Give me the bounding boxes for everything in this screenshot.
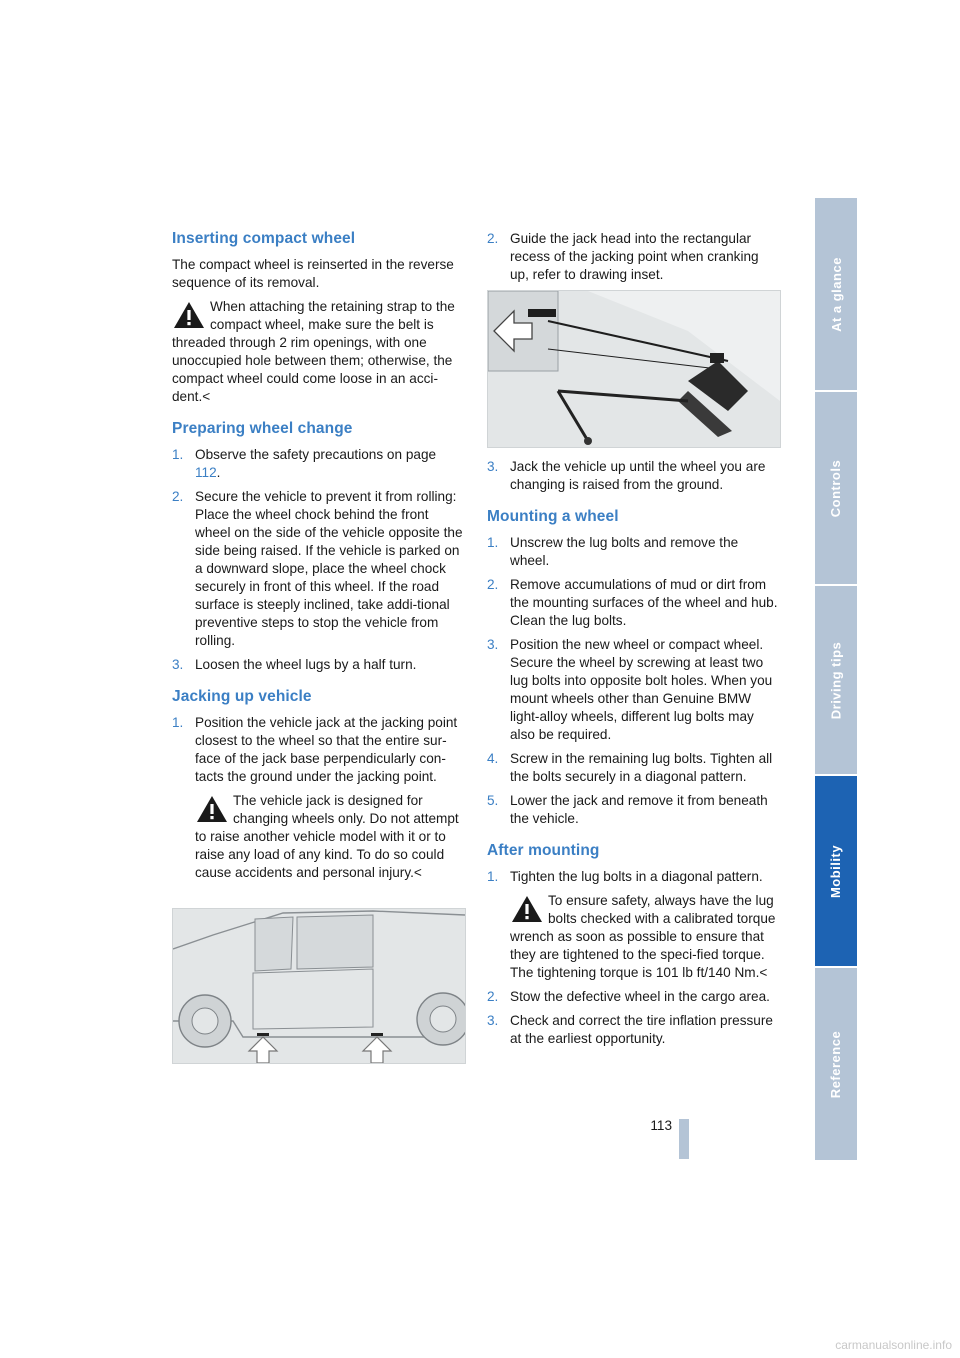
step-number: 1. bbox=[172, 715, 184, 730]
list-item bbox=[487, 792, 781, 828]
step-number: 3. bbox=[487, 459, 499, 474]
step-text: Position the new wheel or compact wheel. Secure the wheel by screwing at least two lug bolts into opposite bolt holes. When you mount wheels other than Genuine BMW light-alloy wheels, different lug bolts may also be required. bbox=[510, 637, 773, 742]
right-column bbox=[487, 230, 781, 1054]
footer-watermark: carmanualsonline.info bbox=[835, 1338, 952, 1352]
list-item bbox=[487, 750, 781, 786]
step-text: Secure the vehicle to prevent it from rolling: Place the wheel chock behind the front wheel on the side of the vehicle opposite the side being raised. If the vehicle is parked on a downward slope, place the wheel chock securely in front of this wheel. If the road surface is steeply inclined, take addi-tional preventive steps to stop the vehicle from rolling. bbox=[195, 489, 463, 648]
tab-at-a-glance[interactable] bbox=[815, 198, 857, 390]
page-link[interactable]: 112 bbox=[195, 465, 217, 480]
warning-icon bbox=[172, 300, 206, 330]
car-side-drawing bbox=[173, 909, 465, 1063]
steps-after-mounting bbox=[487, 868, 781, 1048]
step-number: 3. bbox=[172, 657, 184, 672]
tab-driving-tips[interactable] bbox=[815, 586, 857, 774]
step-number: 2. bbox=[172, 489, 184, 504]
steps-preparing bbox=[172, 446, 464, 674]
steps-jacking-continued bbox=[487, 230, 781, 284]
heading-jacking-up-vehicle: Jacking up vehicle bbox=[172, 688, 312, 705]
step-text: Tighten the lug bolts in a diagonal pattern. bbox=[510, 869, 763, 884]
list-item bbox=[487, 576, 781, 630]
step-number: 1. bbox=[172, 447, 184, 462]
warning-torque bbox=[510, 892, 781, 982]
step-number: 2. bbox=[487, 577, 499, 592]
step-text: Loosen the wheel lugs by a half turn. bbox=[195, 657, 417, 672]
tab-label: At a glance bbox=[828, 256, 844, 332]
step-text: Stow the defective wheel in the cargo area. bbox=[510, 989, 770, 1004]
tab-label: Reference bbox=[828, 1030, 844, 1098]
heading-inserting-compact-wheel: Inserting compact wheel bbox=[172, 230, 356, 247]
list-item bbox=[487, 636, 781, 744]
steps-jacking bbox=[172, 714, 464, 882]
warning-icon bbox=[195, 794, 229, 824]
step-number: 5. bbox=[487, 793, 499, 808]
car-jacking-points-illustration bbox=[172, 908, 466, 1064]
list-item bbox=[487, 534, 781, 570]
step-number: 3. bbox=[487, 1013, 499, 1028]
step-text: Guide the jack head into the rectangular recess of the jacking point when cranking up, refer to drawing inset. bbox=[510, 231, 759, 282]
left-column bbox=[172, 230, 464, 1064]
steps-jacking-final bbox=[487, 458, 781, 494]
tab-controls[interactable] bbox=[815, 392, 857, 584]
tab-label: Controls bbox=[828, 459, 844, 517]
jack-drawing bbox=[488, 291, 780, 447]
step-number: 2. bbox=[487, 989, 499, 1004]
footer bbox=[0, 1332, 960, 1358]
tab-label: Driving tips bbox=[828, 641, 844, 719]
step-text: Lower the jack and remove it from beneath the vehicle. bbox=[510, 793, 768, 826]
jack-illustration bbox=[487, 290, 781, 448]
list-item bbox=[172, 488, 464, 650]
step-text: Observe the safety precautions on page bbox=[195, 447, 437, 462]
steps-mounting bbox=[487, 534, 781, 828]
warning-icon bbox=[510, 894, 544, 924]
step-text-end: . bbox=[216, 465, 221, 480]
list-item bbox=[487, 230, 781, 284]
list-item bbox=[172, 446, 464, 482]
warning-text: The vehicle jack is designed for changing wheels only. Do not attempt to raise another vehicle model with it or to raise any load of any kind. To do so could cause accidents and personal injury.< bbox=[195, 793, 459, 880]
warning-text: When attaching the retaining strap to the compact wheel, make sure the belt is threaded through 2 rim openings, with one unoccupied hole between them; otherwise, the compact wheel could come loose in an acci-dent.< bbox=[172, 299, 455, 404]
paragraph-reinsert: The compact wheel is reinserted in the reverse sequence of its removal. bbox=[172, 257, 454, 290]
heading-after-mounting: After mounting bbox=[487, 842, 600, 859]
step-number: 4. bbox=[487, 751, 499, 766]
list-item bbox=[487, 458, 781, 494]
heading-preparing-wheel-change: Preparing wheel change bbox=[172, 420, 353, 437]
step-number: 1. bbox=[487, 535, 499, 550]
warning-jack-usage bbox=[195, 792, 464, 882]
step-text: Unscrew the lug bolts and remove the wheel. bbox=[510, 535, 739, 568]
step-number: 3. bbox=[487, 637, 499, 652]
tab-label: Mobility bbox=[828, 844, 844, 898]
heading-mounting-a-wheel: Mounting a wheel bbox=[487, 508, 619, 525]
step-text: Screw in the remaining lug bolts. Tighten all the bolts securely in a diagonal pattern. bbox=[510, 751, 773, 784]
warning-retaining-strap bbox=[172, 298, 464, 406]
step-text: Position the vehicle jack at the jacking point closest to the wheel so that the entire sur-face of the jack base perpendicularly con-tacts the ground under the jacking point. bbox=[195, 715, 458, 784]
list-item bbox=[172, 714, 464, 882]
list-item bbox=[487, 988, 781, 1006]
list-item bbox=[487, 1012, 781, 1048]
list-item bbox=[172, 656, 464, 674]
step-number: 2. bbox=[487, 231, 499, 246]
step-text: Check and correct the tire inflation pressure at the earliest opportunity. bbox=[510, 1013, 773, 1046]
tab-reference[interactable] bbox=[815, 968, 857, 1160]
page-number: 113 bbox=[650, 1118, 672, 1133]
step-text: Jack the vehicle up until the wheel you are changing is raised from the ground. bbox=[510, 459, 766, 492]
list-item bbox=[487, 868, 781, 982]
step-number: 1. bbox=[487, 869, 499, 884]
page-number-bar bbox=[679, 1119, 689, 1159]
tab-mobility[interactable] bbox=[815, 776, 857, 966]
step-text: Remove accumulations of mud or dirt from the mounting surfaces of the wheel and hub. Clean the lug bolts. bbox=[510, 577, 778, 628]
warning-text: To ensure safety, always have the lug bolts checked with a calibrated torque wrench as soon as possible to ensure that they are tightened to the speci-fied torque. The tightening torque is 101 lb ft/140 Nm.< bbox=[510, 893, 776, 980]
